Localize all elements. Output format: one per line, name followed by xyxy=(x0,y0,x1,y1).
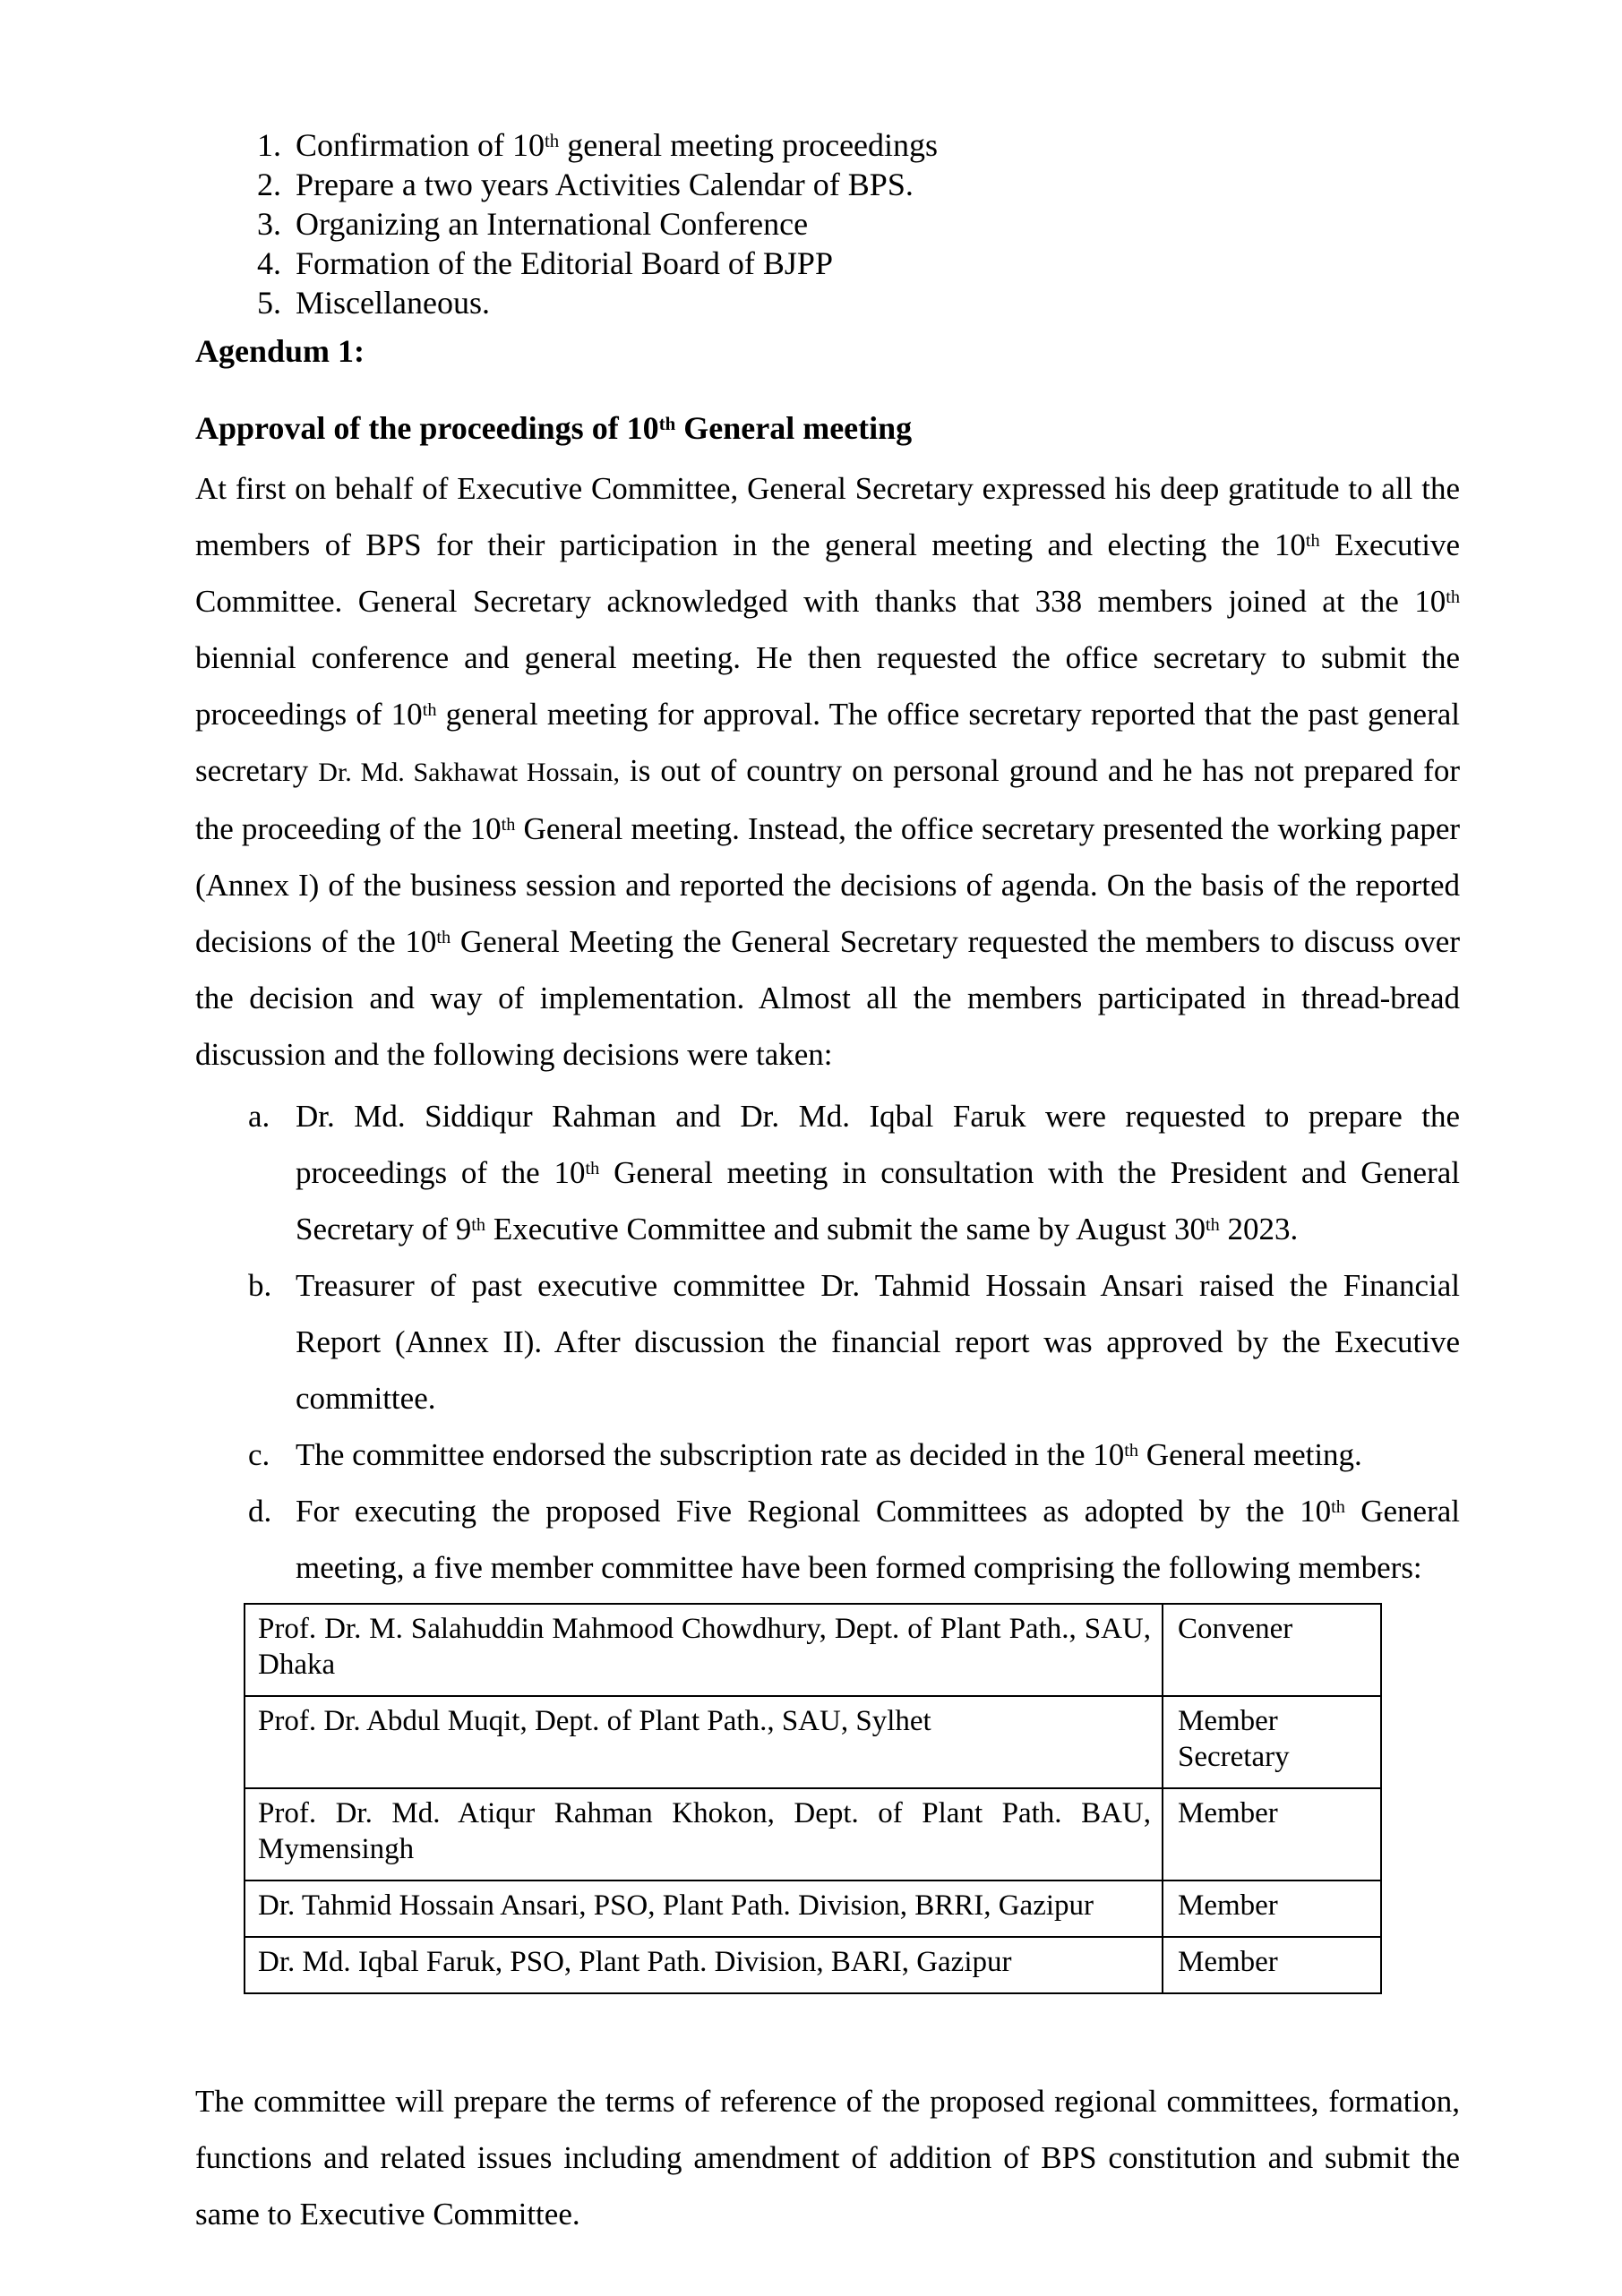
member-cell: Prof. Dr. Md. Atiqur Rahman Khokon, Dept. of Plant Path. BAU, Mymensingh xyxy=(245,1788,1163,1880)
member-cell: Prof. Dr. M. Salahuddin Mahmood Chowdhury, Dept. of Plant Path., SAU, Dhaka xyxy=(245,1604,1163,1696)
decision-letter: c. xyxy=(248,1437,270,1472)
role-cell: Member xyxy=(1163,1788,1381,1880)
decision-text: For executing the proposed Five Regional Committees as adopted by the 10th General meeting, a five member committee have been formed comprising the following members: xyxy=(296,1494,1460,1585)
closing-paragraph: The committee will prepare the terms of reference of the proposed regional committees, formation, functions and related issues including amendment of addition of BPS constitution and submit the same to Executive Committee. xyxy=(195,2084,1460,2232)
table-row xyxy=(245,1937,1381,1993)
regional-committee-table xyxy=(244,1603,1382,1994)
role-cell: Member xyxy=(1163,1937,1381,1993)
agenda-item-number: 2. xyxy=(257,167,281,202)
agenda-item-number: 5. xyxy=(257,285,281,321)
section-heading: Approval of the proceedings of 10th General meeting xyxy=(195,410,913,446)
member-cell: Dr. Md. Iqbal Faruk, PSO, Plant Path. Division, BARI, Gazipur xyxy=(245,1937,1163,1993)
decision-letter: d. xyxy=(248,1494,272,1529)
agenda-item-3 xyxy=(195,204,1460,244)
decision-letter: b. xyxy=(248,1268,272,1303)
decision-item-c xyxy=(195,1426,1460,1483)
role-cell: Member Secretary xyxy=(1163,1696,1381,1788)
role-cell: Member xyxy=(1163,1880,1381,1937)
agenda-item-number: 1. xyxy=(257,127,281,163)
agenda-item-text: Miscellaneous. xyxy=(296,285,490,321)
role-cell: Convener xyxy=(1163,1604,1381,1696)
agenda-item-number: 3. xyxy=(257,206,281,242)
table-row xyxy=(245,1696,1381,1788)
decision-letter: a. xyxy=(248,1099,270,1134)
agenda-item-number: 4. xyxy=(257,245,281,281)
decision-text: Dr. Md. Siddiqur Rahman and Dr. Md. Iqbal Faruk were requested to prepare the proceedings of the 10th General meeting in consultation with the President and General Secretary of 9th Executive Committee and submit the same by August 30th 2023. xyxy=(296,1099,1460,1247)
decisions-list xyxy=(195,1088,1460,1596)
agenda-item-text: Organizing an International Conference xyxy=(296,206,809,242)
agendum-heading: Agendum 1: xyxy=(195,333,365,369)
decision-item-d xyxy=(195,1483,1460,1596)
decision-text: The committee endorsed the subscription rate as decided in the 10th General meeting. xyxy=(296,1437,1362,1472)
member-cell: Dr. Tahmid Hossain Ansari, PSO, Plant Path. Division, BRRI, Gazipur xyxy=(245,1880,1163,1937)
agenda-item-5 xyxy=(195,283,1460,322)
decision-text: Treasurer of past executive committee Dr. Tahmid Hossain Ansari raised the Financial Report (Annex II). After discussion the financial report was approved by the Executive committee. xyxy=(296,1268,1460,1416)
agenda-item-4 xyxy=(195,244,1460,283)
agenda-item-text: Confirmation of 10th general meeting proceedings xyxy=(296,127,939,163)
agenda-item-text: Prepare a two years Activities Calendar of BPS. xyxy=(296,167,914,202)
table-row xyxy=(245,1604,1381,1696)
agenda-item-text: Formation of the Editorial Board of BJPP xyxy=(296,245,833,281)
agenda-item-1 xyxy=(195,125,1460,165)
table-row xyxy=(245,1788,1381,1880)
decision-item-a xyxy=(195,1088,1460,1257)
agenda-item-2 xyxy=(195,165,1460,204)
main-paragraph: At first on behalf of Executive Committee, General Secretary expressed his deep gratitude to all the members of BPS for their participation in the general meeting and electing the 10th Executive Committee. General Secretary acknowledged with thanks that 338 members joined at the 10th biennial conference and general meeting. He then requested the office secretary to submit the proceedings of 10th general meeting for approval. The office secretary reported that the past general secretary Dr. Md. Sakhawat Hossain, is out of country on personal ground and he has not prepared for the proceeding of the 10th General meeting. Instead, the office secretary presented the working paper (Annex I) of the business session and reported the decisions of agenda. On the basis of the reported decisions of the 10th General Meeting the General Secretary requested the members to discuss over the decision and way of implementation. Almost all the members participated in thread-bread discussion and the following decisions were taken: xyxy=(195,471,1461,1072)
decision-item-b xyxy=(195,1257,1460,1426)
member-cell: Prof. Dr. Abdul Muqit, Dept. of Plant Path., SAU, Sylhet xyxy=(245,1696,1163,1788)
table-row xyxy=(245,1880,1381,1937)
agenda-list xyxy=(195,125,1460,322)
